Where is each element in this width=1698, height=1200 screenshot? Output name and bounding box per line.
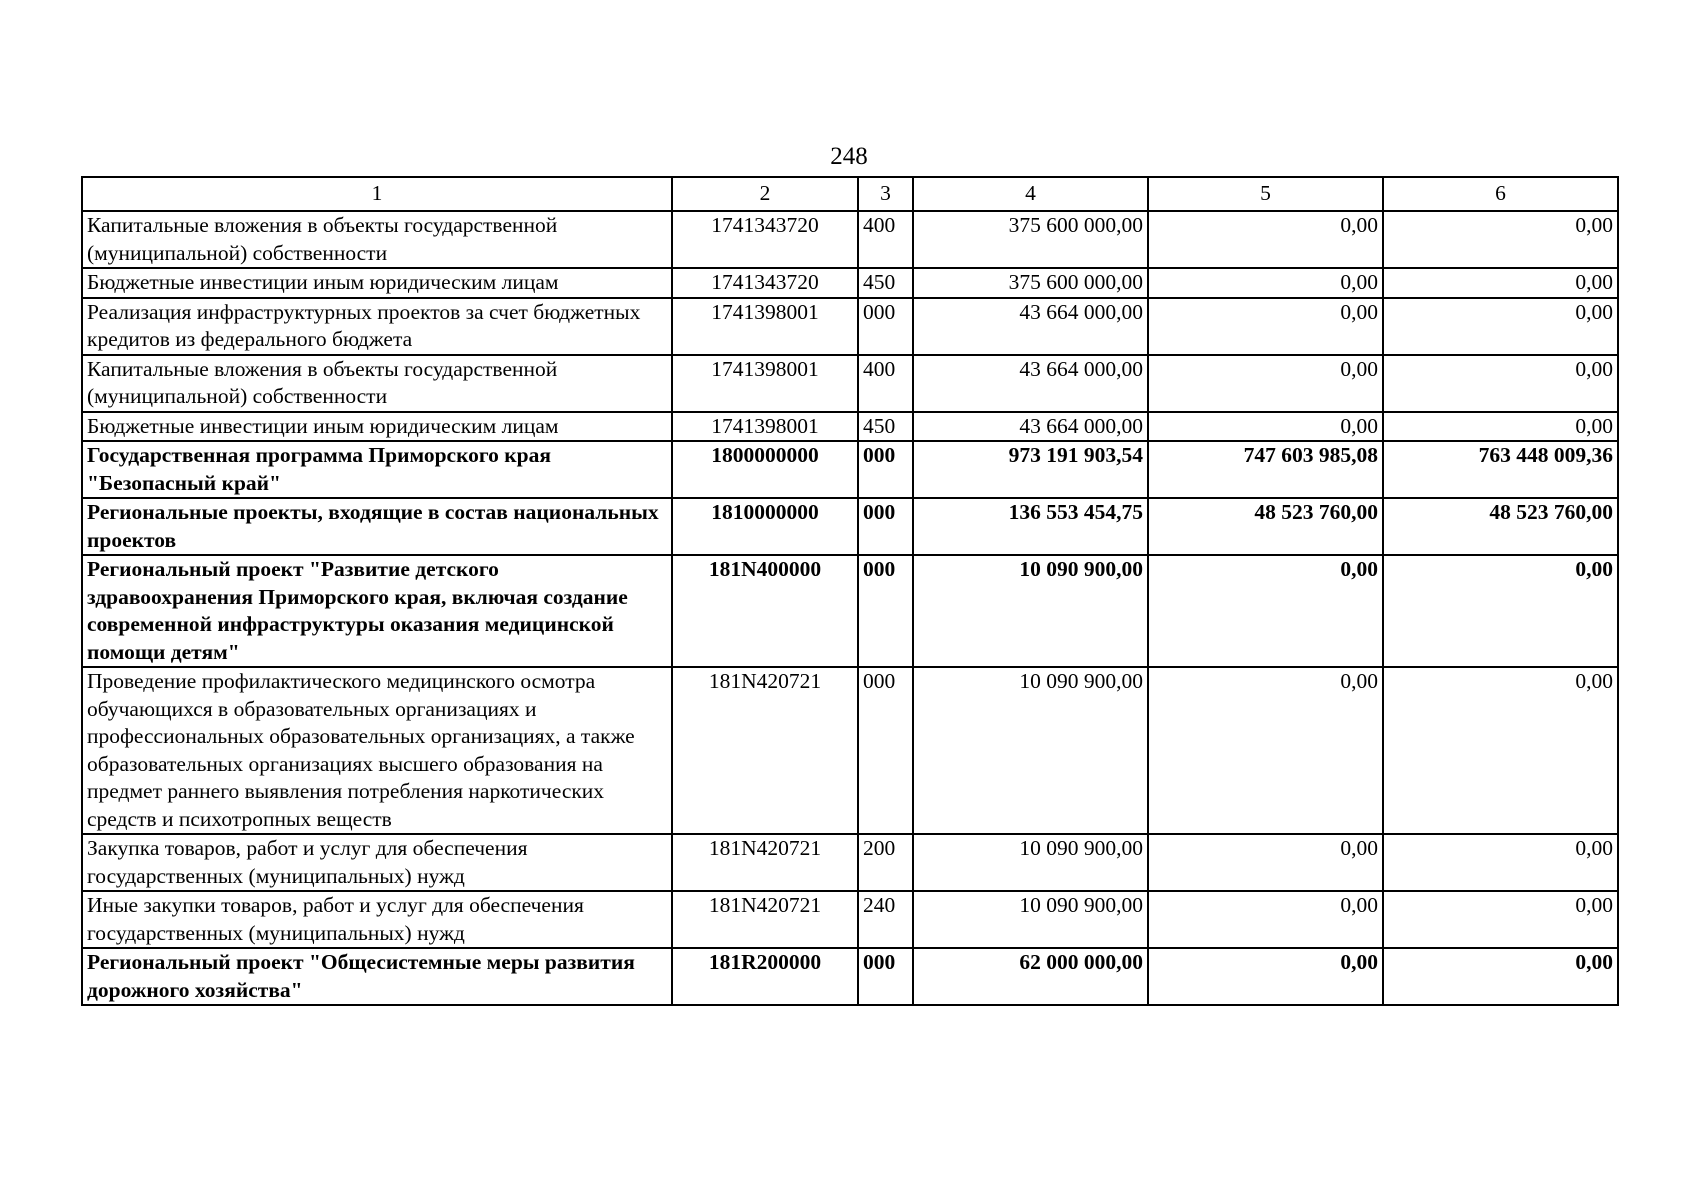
table-row bbox=[82, 211, 1618, 268]
amount-column-5-cell: 0,00 bbox=[1148, 891, 1383, 948]
target-article-code-cell: 181N420721 bbox=[672, 834, 858, 891]
expense-type-code-cell: 450 bbox=[858, 268, 913, 298]
amount-column-4-cell: 136 553 454,75 bbox=[913, 498, 1148, 555]
target-article-code-cell: 1741398001 bbox=[672, 355, 858, 412]
column-number-row bbox=[82, 177, 1618, 211]
expense-type-code-cell: 450 bbox=[858, 412, 913, 442]
amount-column-4-cell: 43 664 000,00 bbox=[913, 298, 1148, 355]
target-article-code-cell: 181N420721 bbox=[672, 891, 858, 948]
amount-column-6-cell: 0,00 bbox=[1383, 268, 1618, 298]
table-row bbox=[82, 298, 1618, 355]
expense-type-code-cell: 000 bbox=[858, 298, 913, 355]
row-name-cell: Капитальные вложения в объекты государственной (муниципальной) собственности bbox=[82, 211, 672, 268]
amount-column-4-cell: 10 090 900,00 bbox=[913, 555, 1148, 667]
column-header-1: 1 bbox=[82, 177, 672, 211]
column-header-2: 2 bbox=[672, 177, 858, 211]
expense-type-code-cell: 200 bbox=[858, 834, 913, 891]
table-row bbox=[82, 412, 1618, 442]
amount-column-6-cell: 0,00 bbox=[1383, 834, 1618, 891]
expense-type-code-cell: 000 bbox=[858, 667, 913, 834]
budget-table bbox=[81, 176, 1619, 1006]
column-header-6: 6 bbox=[1383, 177, 1618, 211]
amount-column-5-cell: 0,00 bbox=[1148, 834, 1383, 891]
table-row bbox=[82, 498, 1618, 555]
expense-type-code-cell: 000 bbox=[858, 948, 913, 1005]
column-header-5: 5 bbox=[1148, 177, 1383, 211]
amount-column-6-cell: 0,00 bbox=[1383, 298, 1618, 355]
amount-column-5-cell: 0,00 bbox=[1148, 412, 1383, 442]
table-row bbox=[82, 834, 1618, 891]
amount-column-4-cell: 973 191 903,54 bbox=[913, 441, 1148, 498]
amount-column-5-cell: 0,00 bbox=[1148, 555, 1383, 667]
table-row bbox=[82, 268, 1618, 298]
row-name-cell: Бюджетные инвестиции иным юридическим лицам bbox=[82, 412, 672, 442]
amount-column-4-cell: 375 600 000,00 bbox=[913, 268, 1148, 298]
row-name-cell: Государственная программа Приморского края "Безопасный край" bbox=[82, 441, 672, 498]
target-article-code-cell: 181N400000 bbox=[672, 555, 858, 667]
expense-type-code-cell: 400 bbox=[858, 211, 913, 268]
amount-column-4-cell: 43 664 000,00 bbox=[913, 412, 1148, 442]
amount-column-4-cell: 43 664 000,00 bbox=[913, 355, 1148, 412]
page-number: 248 bbox=[830, 143, 868, 170]
row-name-cell: Бюджетные инвестиции иным юридическим лицам bbox=[82, 268, 672, 298]
amount-column-4-cell: 375 600 000,00 bbox=[913, 211, 1148, 268]
target-article-code-cell: 1741343720 bbox=[672, 211, 858, 268]
target-article-code-cell: 1741343720 bbox=[672, 268, 858, 298]
column-header-4: 4 bbox=[913, 177, 1148, 211]
amount-column-4-cell: 62 000 000,00 bbox=[913, 948, 1148, 1005]
amount-column-5-cell: 0,00 bbox=[1148, 355, 1383, 412]
target-article-code-cell: 1741398001 bbox=[672, 298, 858, 355]
amount-column-5-cell: 0,00 bbox=[1148, 298, 1383, 355]
amount-column-5-cell: 48 523 760,00 bbox=[1148, 498, 1383, 555]
amount-column-6-cell: 0,00 bbox=[1383, 211, 1618, 268]
amount-column-6-cell: 0,00 bbox=[1383, 667, 1618, 834]
amount-column-4-cell: 10 090 900,00 bbox=[913, 834, 1148, 891]
table-row bbox=[82, 667, 1618, 834]
table-row bbox=[82, 441, 1618, 498]
amount-column-6-cell: 763 448 009,36 bbox=[1383, 441, 1618, 498]
amount-column-6-cell: 0,00 bbox=[1383, 355, 1618, 412]
table-row bbox=[82, 891, 1618, 948]
amount-column-6-cell: 0,00 bbox=[1383, 555, 1618, 667]
table-row bbox=[82, 355, 1618, 412]
amount-column-4-cell: 10 090 900,00 bbox=[913, 891, 1148, 948]
column-header-3: 3 bbox=[858, 177, 913, 211]
row-name-cell: Закупка товаров, работ и услуг для обеспечения государственных (муниципальных) нужд bbox=[82, 834, 672, 891]
row-name-cell: Региональные проекты, входящие в состав национальных проектов bbox=[82, 498, 672, 555]
row-name-cell: Региональный проект "Развитие детского здравоохранения Приморского края, включая создание современной инфраструктуры оказания медицинской помощи детям" bbox=[82, 555, 672, 667]
target-article-code-cell: 181R200000 bbox=[672, 948, 858, 1005]
target-article-code-cell: 1741398001 bbox=[672, 412, 858, 442]
expense-type-code-cell: 400 bbox=[858, 355, 913, 412]
target-article-code-cell: 1810000000 bbox=[672, 498, 858, 555]
amount-column-5-cell: 0,00 bbox=[1148, 211, 1383, 268]
amount-column-5-cell: 0,00 bbox=[1148, 268, 1383, 298]
expense-type-code-cell: 240 bbox=[858, 891, 913, 948]
amount-column-6-cell: 0,00 bbox=[1383, 412, 1618, 442]
expense-type-code-cell: 000 bbox=[858, 441, 913, 498]
row-name-cell: Реализация инфраструктурных проектов за счет бюджетных кредитов из федерального бюджета bbox=[82, 298, 672, 355]
row-name-cell: Региональный проект "Общесистемные меры развития дорожного хозяйства" bbox=[82, 948, 672, 1005]
amount-column-5-cell: 0,00 bbox=[1148, 948, 1383, 1005]
row-name-cell: Иные закупки товаров, работ и услуг для обеспечения государственных (муниципальных) нужд bbox=[82, 891, 672, 948]
target-article-code-cell: 1800000000 bbox=[672, 441, 858, 498]
row-name-cell: Капитальные вложения в объекты государственной (муниципальной) собственности bbox=[82, 355, 672, 412]
expense-type-code-cell: 000 bbox=[858, 498, 913, 555]
amount-column-5-cell: 747 603 985,08 bbox=[1148, 441, 1383, 498]
amount-column-4-cell: 10 090 900,00 bbox=[913, 667, 1148, 834]
target-article-code-cell: 181N420721 bbox=[672, 667, 858, 834]
amount-column-6-cell: 0,00 bbox=[1383, 891, 1618, 948]
row-name-cell: Проведение профилактического медицинского осмотра обучающихся в образовательных организациях и профессиональных образовательных организациях, а также образовательных организациях высшего образования на предмет раннего выявления потребления наркотических средств и психотропных веществ bbox=[82, 667, 672, 834]
amount-column-6-cell: 0,00 bbox=[1383, 948, 1618, 1005]
amount-column-6-cell: 48 523 760,00 bbox=[1383, 498, 1618, 555]
amount-column-5-cell: 0,00 bbox=[1148, 667, 1383, 834]
table-row bbox=[82, 948, 1618, 1005]
table-row bbox=[82, 555, 1618, 667]
expense-type-code-cell: 000 bbox=[858, 555, 913, 667]
